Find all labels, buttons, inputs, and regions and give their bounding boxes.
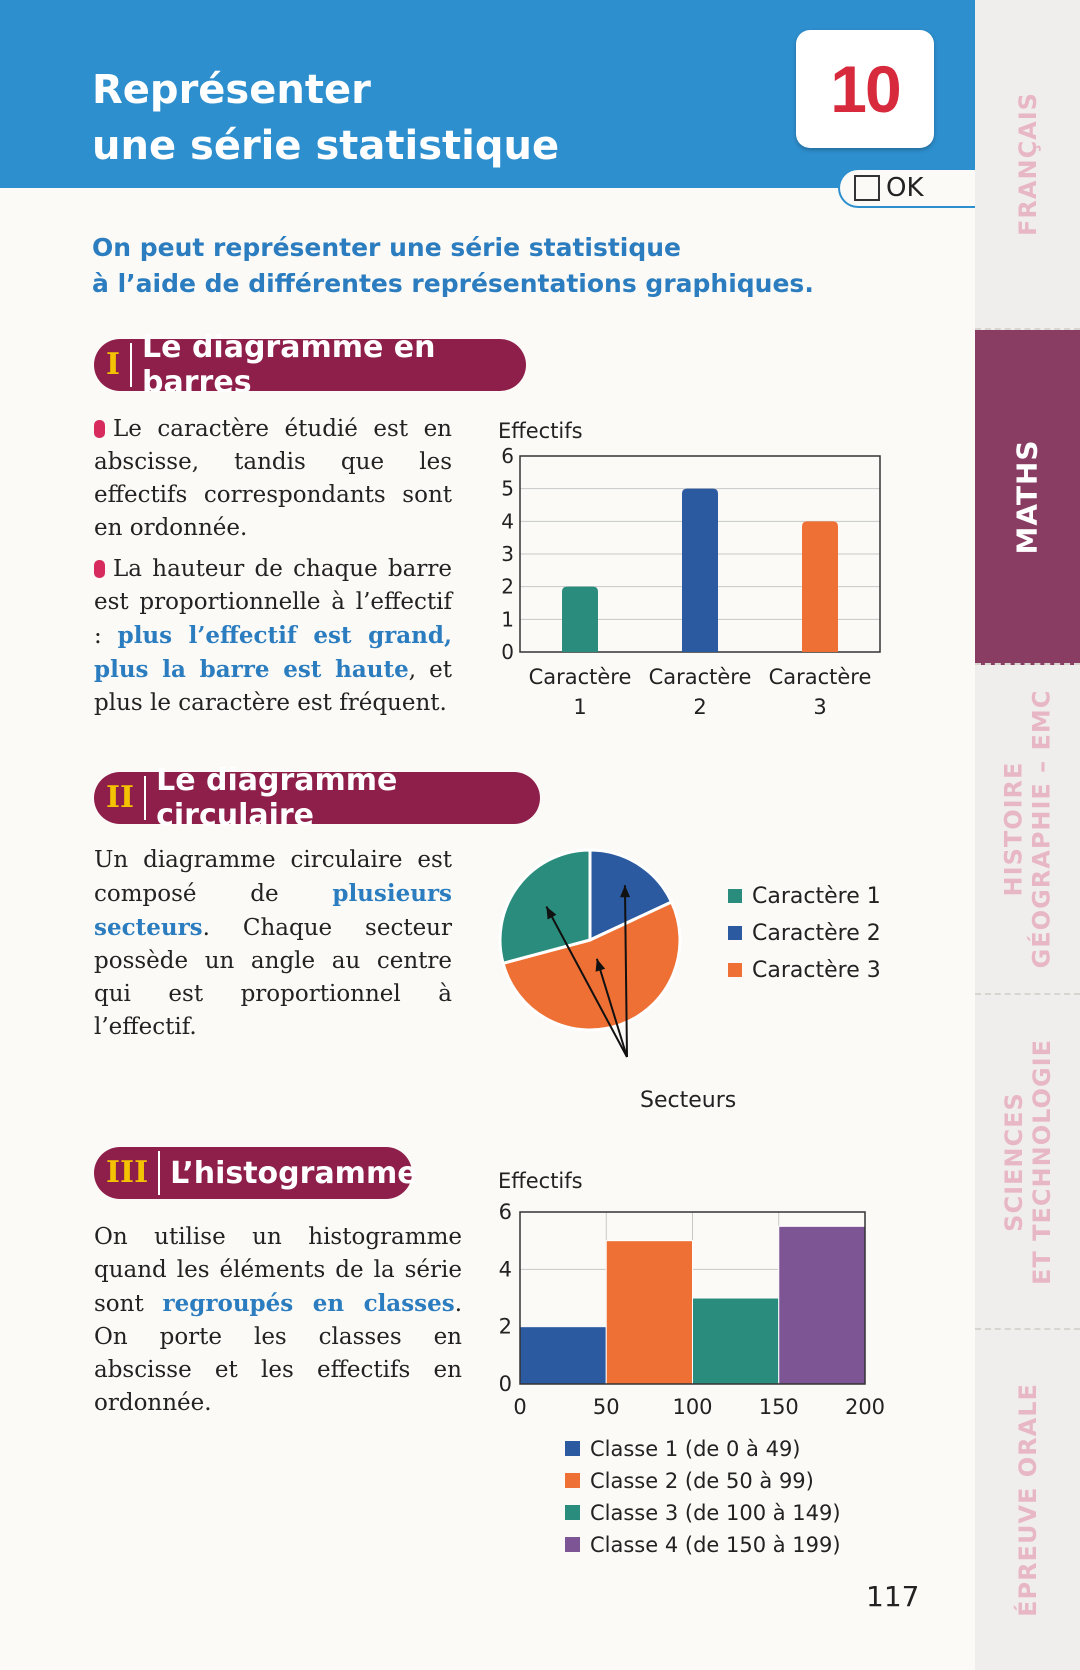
s3-text-a: On utilise un histogramme quand les éléments de la série sont — [94, 1224, 462, 1317]
section-2-heading — [94, 763, 540, 833]
x-tick-label: Caractère — [528, 665, 632, 689]
x-tick-label: 200 — [844, 1395, 886, 1419]
tab-epreuve-label: ÉPREUVE ORALE — [1013, 1383, 1042, 1617]
x-tick-label: 100 — [672, 1395, 713, 1419]
section-1-heading — [94, 330, 526, 400]
legend-label: Classe 3 (de 100 à 149) — [590, 1501, 841, 1525]
title-line-2: une série statistique — [92, 123, 560, 169]
s3-highlight: regroupés en classes — [162, 1290, 455, 1317]
legend-swatch — [565, 1473, 580, 1488]
tab-maths-label: MATHS — [1010, 438, 1044, 555]
tab-sciences[interactable] — [975, 995, 1080, 1330]
x-tick-label: 150 — [758, 1395, 799, 1419]
y-tick-label: 3 — [501, 542, 514, 566]
legend-label: Caractère 3 — [752, 958, 881, 983]
title-line-1: Représenter — [92, 67, 371, 113]
legend-swatch — [728, 963, 742, 977]
histogram-bar — [606, 1241, 692, 1384]
y-tick-label: 1 — [501, 607, 514, 632]
section-3-text — [94, 1221, 462, 1428]
s2-text-b: . Chaque secteur possède un angle au centre qui est proportionnel à l’effectif. — [94, 915, 452, 1040]
bar — [562, 587, 598, 652]
para2-text-a: La hauteur de chaque barre est proportionnelle à l’effectif : — [94, 556, 452, 649]
subject-tabs — [975, 0, 1080, 1670]
histogram — [480, 1160, 900, 1560]
intro-text — [92, 230, 814, 302]
page-number: 117 — [866, 1580, 920, 1613]
pie-chart — [490, 845, 920, 1125]
ok-checkbox[interactable] — [838, 168, 978, 208]
sectors-annotation: Secteurs — [640, 1088, 737, 1113]
histogram-bar — [520, 1327, 606, 1384]
section-1-number: I — [106, 343, 132, 387]
section-2-text — [94, 844, 452, 1052]
y-axis-label: Effectifs — [498, 1169, 583, 1193]
legend-swatch — [565, 1505, 580, 1520]
y-axis-label: Effectifs — [498, 419, 583, 443]
tab-sciences-line1: SCIENCES — [999, 1091, 1028, 1232]
legend-swatch — [565, 1537, 580, 1552]
intro-line-2: à l’aide de différentes représentations graphiques. — [92, 269, 814, 298]
x-tick-label: 3 — [813, 695, 827, 719]
intro-line-1: On peut représenter une série statistique — [92, 233, 682, 262]
x-tick-label: Caractère — [648, 665, 752, 689]
s2-highlight: plusieurs secteurs — [94, 880, 453, 941]
bar — [682, 489, 718, 652]
y-tick-label: 0 — [498, 1372, 512, 1396]
tab-histoire-geographie[interactable] — [975, 665, 1080, 995]
x-tick-label: 1 — [573, 695, 587, 719]
y-tick-label: 4 — [501, 509, 514, 534]
section-3-heading — [94, 1147, 418, 1199]
histogram-bar — [693, 1298, 779, 1384]
y-tick-label: 6 — [498, 1200, 512, 1224]
section-3-paragraph — [94, 1221, 462, 1420]
y-tick-label: 6 — [501, 444, 514, 468]
chapter-number: 10 — [796, 30, 934, 148]
tab-epreuve-orale[interactable] — [975, 1330, 1080, 1670]
legend-label: Classe 4 (de 150 à 199) — [590, 1533, 841, 1557]
x-tick-label: 0 — [513, 1395, 527, 1419]
section-2-title: Le diagramme circulaire — [156, 763, 398, 833]
para2-highlight: plus l’effectif est grand, plus la barre est haute — [94, 622, 452, 683]
para2-text-b: , et plus le caractère est fréquent. — [94, 657, 452, 716]
checkbox-square-icon — [854, 175, 880, 201]
section-2-paragraph — [94, 844, 452, 1044]
histogram-bar — [779, 1226, 865, 1384]
x-tick-label: 2 — [693, 695, 707, 719]
section-3-title: L’histogramme — [170, 1155, 418, 1191]
x-tick-label: Caractère — [768, 665, 872, 689]
tab-maths[interactable] — [975, 330, 1080, 665]
legend-label: Caractère 2 — [752, 921, 881, 946]
legend-swatch — [728, 889, 742, 903]
section-1-text — [94, 413, 452, 728]
s3-text-b: . On porte les classes en abscisse et les effectifs en ordonnée. — [94, 1291, 463, 1416]
para1-text: Le caractère étudié est en abscisse, tandis que les effectifs correspondants sont en ordonnée. — [94, 416, 452, 541]
bar — [802, 521, 838, 652]
section-3-number: III — [106, 1151, 160, 1195]
ok-label: OK — [886, 173, 924, 203]
tab-sciences-label — [1000, 1039, 1056, 1285]
x-tick-label: 50 — [592, 1395, 620, 1419]
y-tick-label: 4 — [498, 1257, 512, 1282]
s2-text-a: Un diagramme circulaire est composé de — [94, 847, 452, 907]
section-1-paragraph-2 — [94, 553, 452, 720]
chapter-header — [0, 0, 975, 188]
tab-histoire-label — [1000, 690, 1056, 969]
bullet-icon — [94, 420, 105, 438]
y-tick-label: 0 — [501, 640, 514, 664]
legend-swatch — [565, 1441, 580, 1456]
y-tick-label: 2 — [501, 574, 514, 599]
section-1-title: Le diagramme en barres — [142, 330, 436, 400]
legend-swatch — [728, 926, 742, 940]
tab-histoire-line1: HISTOIRE — [999, 761, 1028, 897]
y-tick-label: 2 — [498, 1314, 512, 1339]
section-2-number: II — [106, 776, 146, 820]
legend-label: Classe 1 (de 0 à 49) — [590, 1437, 801, 1461]
tab-histoire-line2: GÉOGRAPHIE – EMC — [1027, 689, 1056, 969]
bar-chart — [480, 408, 900, 728]
y-tick-label: 5 — [501, 476, 514, 501]
tab-francais-label: FRANÇAIS — [1013, 92, 1042, 236]
bullet-icon — [94, 560, 105, 578]
tab-francais[interactable] — [975, 0, 1080, 330]
legend-label: Classe 2 (de 50 à 99) — [590, 1469, 814, 1493]
legend-label: Caractère 1 — [752, 884, 881, 909]
section-1-paragraph-1 — [94, 413, 452, 545]
page-title — [92, 62, 559, 174]
tab-sciences-line2: ET TECHNOLOGIE — [1027, 1038, 1056, 1285]
